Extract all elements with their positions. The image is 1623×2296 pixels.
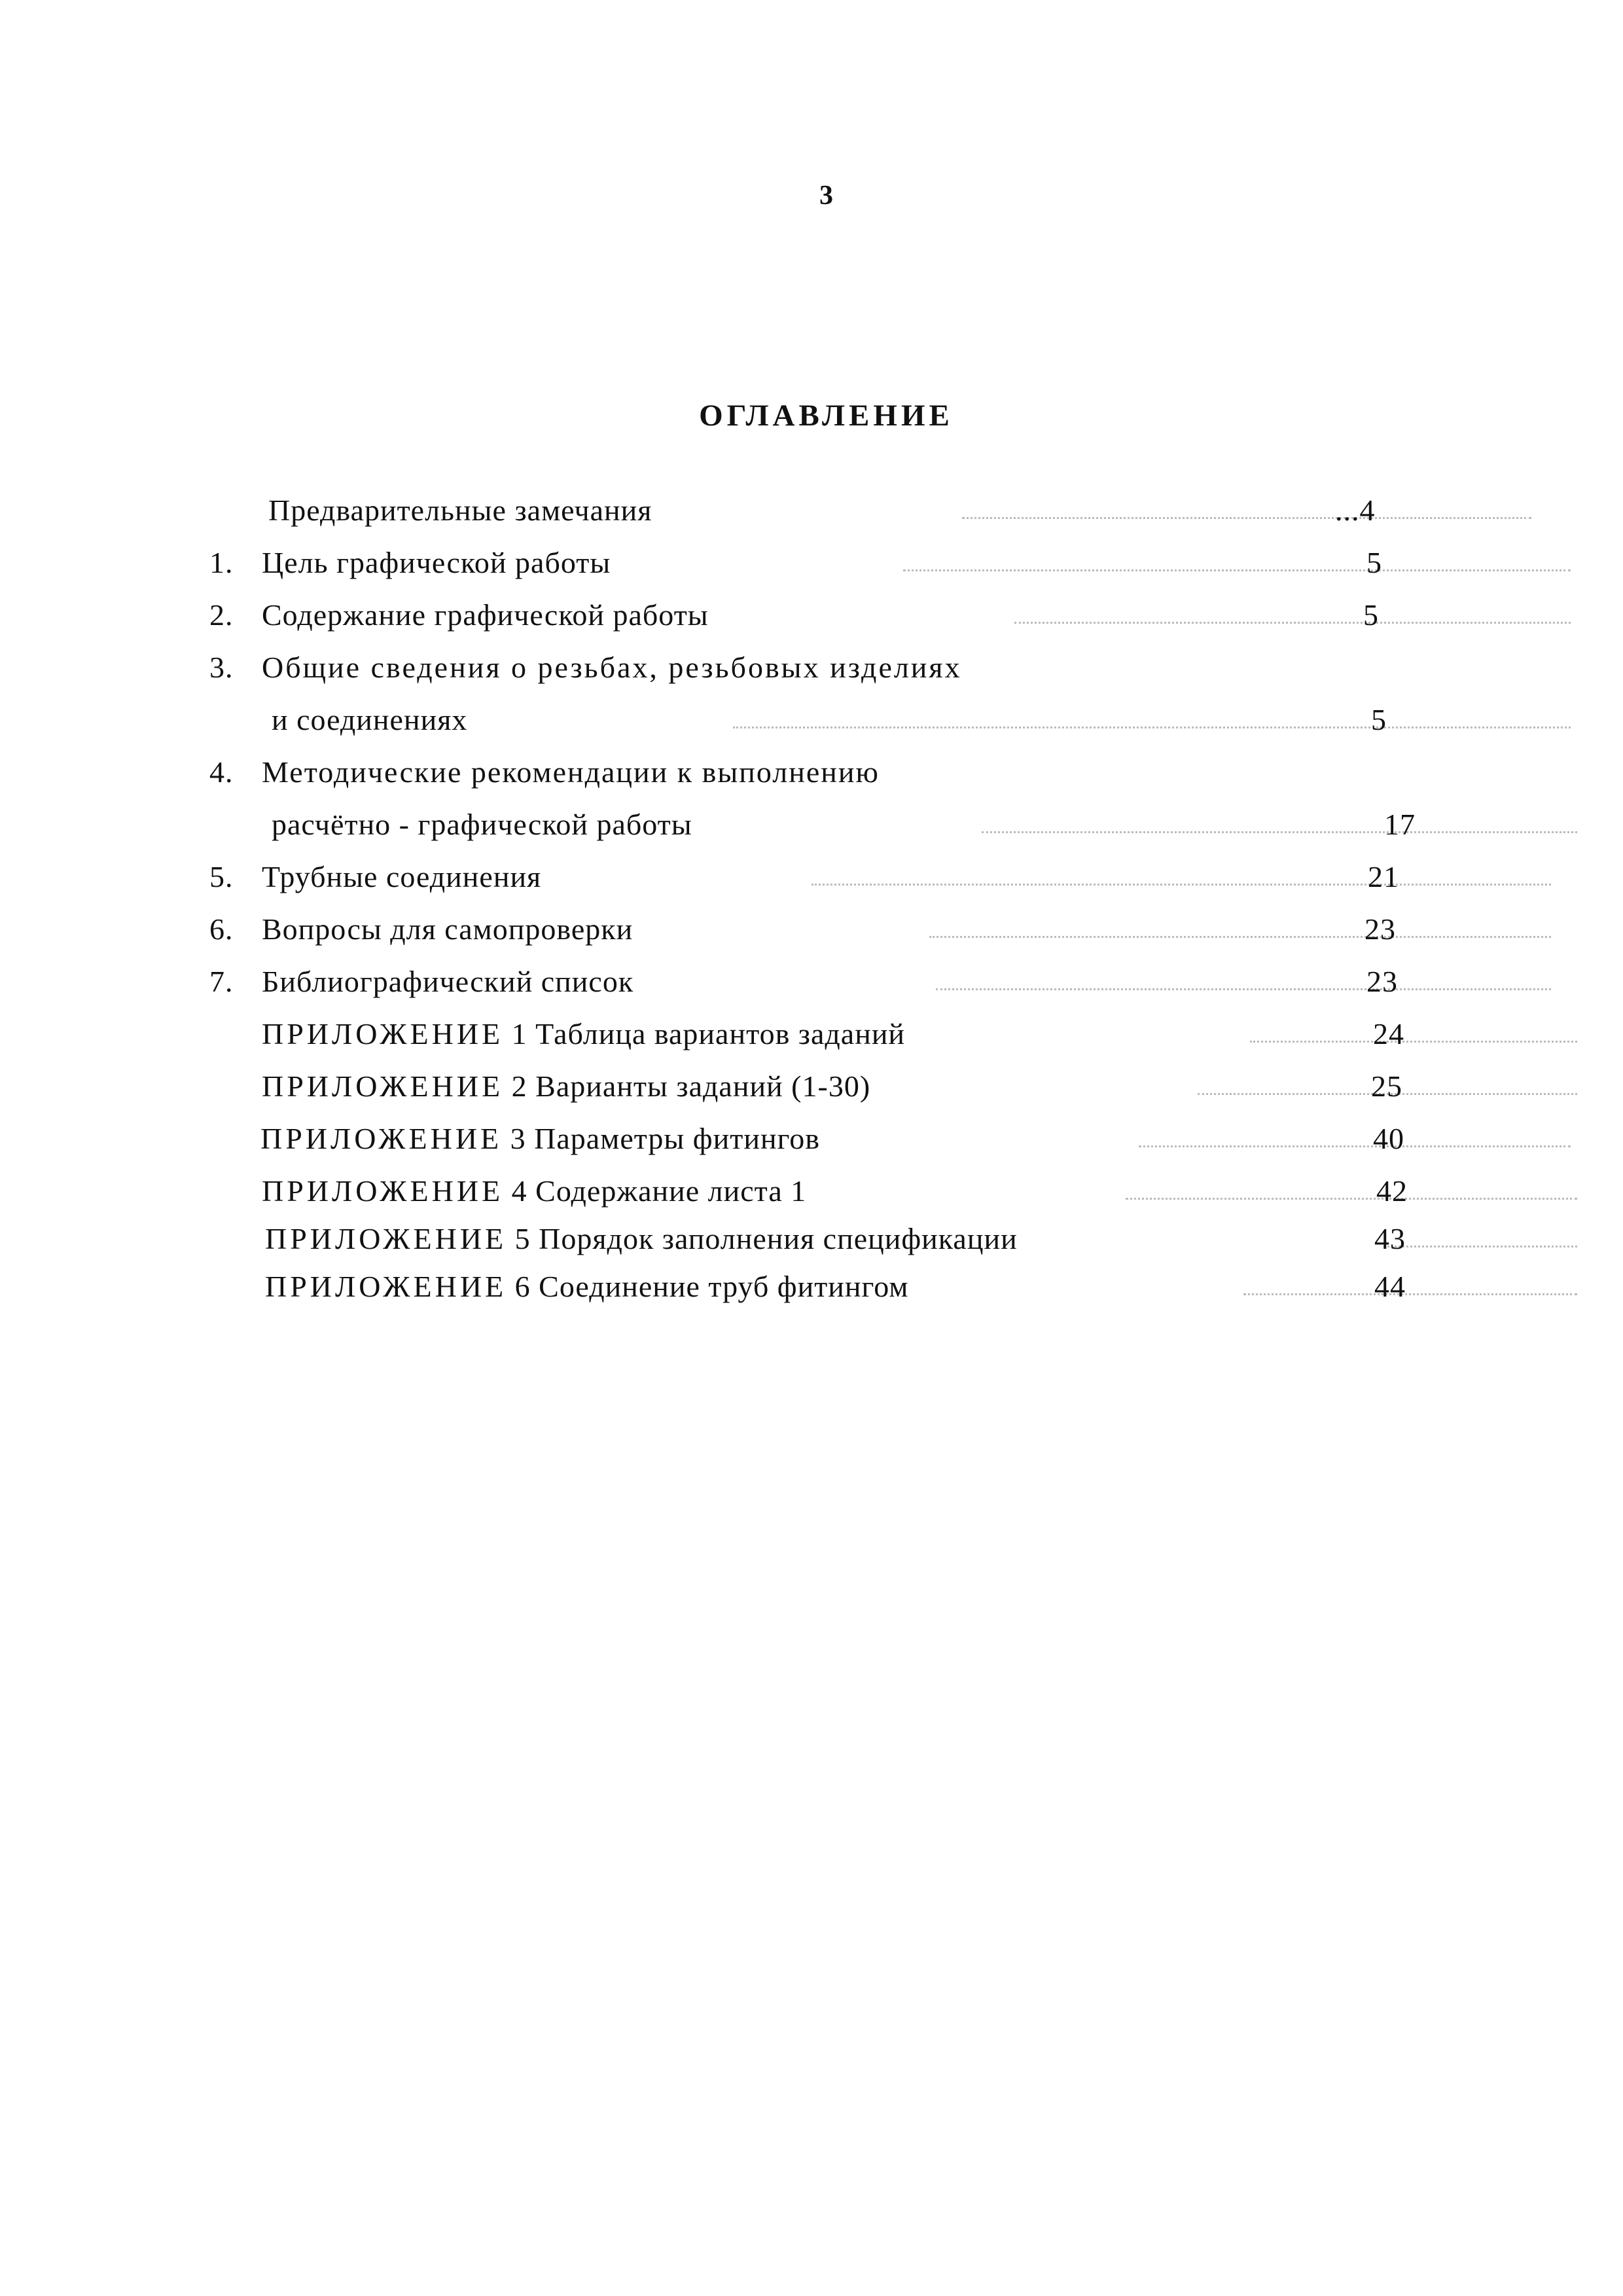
appendix-prefix: ПРИЛОЖЕНИЕ xyxy=(262,1017,504,1050)
appendix-prefix: ПРИЛОЖЕНИЕ xyxy=(262,1174,504,1208)
toc-entry xyxy=(209,1264,1406,1310)
toc-entry xyxy=(209,802,1414,848)
toc-entry xyxy=(209,1064,1402,1109)
toc-entry-number: 5. xyxy=(209,860,234,893)
toc-entry-page: 44 xyxy=(1374,1270,1406,1303)
toc-entry-number: 7. xyxy=(209,965,234,998)
toc-entry-label: и соединениях xyxy=(272,703,468,736)
toc-entry-page: 5 xyxy=(1366,546,1382,579)
toc-leader xyxy=(982,831,1577,833)
toc-leader xyxy=(1014,622,1571,624)
toc-entry-page: 25 xyxy=(1371,1069,1402,1103)
toc-entry-number: 6. xyxy=(209,912,234,946)
toc-entry xyxy=(209,592,1387,638)
appendix-prefix: ПРИЛОЖЕНИЕ xyxy=(265,1222,507,1255)
toc-entry xyxy=(209,488,1387,533)
toc-entry xyxy=(209,1011,1404,1057)
toc-entry-number: 1. xyxy=(209,546,234,579)
toc-leader xyxy=(1243,1293,1577,1295)
appendix-title: 5 Порядок заполнения спецификации xyxy=(507,1222,1018,1255)
toc-entry-page: 23 xyxy=(1366,965,1398,998)
toc-leader xyxy=(903,569,1571,571)
toc-entry xyxy=(209,645,1387,691)
toc-leader xyxy=(733,726,1571,728)
toc-entry-page: 42 xyxy=(1376,1174,1408,1208)
toc-entry-number: 3. xyxy=(209,651,234,684)
toc-leader xyxy=(1250,1041,1577,1043)
toc-entry-number: 2. xyxy=(209,598,234,632)
toc-entry-label: Содержание графической работы xyxy=(262,598,709,632)
toc-entry-label: Предварительные замечания xyxy=(268,493,652,527)
toc-leader xyxy=(1387,1246,1577,1247)
toc-entry xyxy=(209,697,1387,743)
toc-entry xyxy=(209,1216,1406,1262)
toc-entry-label xyxy=(262,1011,905,1057)
toc-leader xyxy=(962,517,1531,519)
toc-entry-page: 5 xyxy=(1371,703,1387,736)
toc-entry-page: 21 xyxy=(1368,860,1399,893)
toc-entry-label xyxy=(265,1216,1018,1262)
toc-entry-label: Вопросы для самопроверки xyxy=(262,912,633,946)
toc-entry-label: расчётно - графической работы xyxy=(272,808,692,841)
toc-entry xyxy=(209,1168,1408,1214)
toc-leader xyxy=(1139,1145,1571,1147)
toc-entry xyxy=(209,540,1387,586)
appendix-prefix: ПРИЛОЖЕНИЕ xyxy=(262,1069,504,1103)
toc-entry-label: Трубные соединения xyxy=(262,860,542,893)
appendix-title: 1 Таблица вариантов заданий xyxy=(503,1017,906,1050)
toc-entry-label: Библиографический список xyxy=(262,965,634,998)
toc-entry xyxy=(209,906,1396,952)
page-number: 3 xyxy=(819,181,833,211)
toc-leader xyxy=(1126,1198,1577,1200)
toc-leader xyxy=(812,884,1551,886)
appendix-title: 6 Соединение труб фитингом xyxy=(507,1270,909,1303)
toc-entry xyxy=(209,854,1399,900)
toc-title: ОГЛАВЛЕНИЕ xyxy=(699,399,954,433)
toc-entry-label xyxy=(262,1064,870,1109)
toc-entry-page: 24 xyxy=(1373,1017,1404,1050)
toc-entry-label: Методические рекомендации к выполнению xyxy=(262,755,880,789)
toc-leader xyxy=(936,988,1551,990)
toc-leader xyxy=(929,936,1551,938)
toc-entry-page: ...4 xyxy=(1335,493,1376,527)
toc-entry xyxy=(209,749,1387,795)
toc-entry-number: 4. xyxy=(209,755,234,789)
appendix-title: 2 Варианты заданий (1-30) xyxy=(503,1069,871,1103)
toc-entry xyxy=(209,1116,1404,1162)
appendix-prefix: ПРИЛОЖЕНИЕ xyxy=(265,1270,507,1303)
toc-entry-label: Общие сведения о резьбах, резьбовых изделиях xyxy=(262,651,962,684)
toc-entry-label: Цель графической работы xyxy=(262,546,611,579)
appendix-title: 3 Параметры фитингов xyxy=(502,1122,821,1155)
toc-entry xyxy=(209,959,1398,1005)
toc-entry-label xyxy=(260,1116,820,1162)
toc-entry-page: 43 xyxy=(1374,1222,1406,1255)
toc-entry-page: 40 xyxy=(1373,1122,1404,1155)
appendix-title: 4 Содержание листа 1 xyxy=(503,1174,807,1208)
toc-entry-page: 5 xyxy=(1363,598,1379,632)
appendix-prefix: ПРИЛОЖЕНИЕ xyxy=(260,1122,503,1155)
toc-entry-page: 17 xyxy=(1384,808,1416,841)
toc-entry-page: 23 xyxy=(1364,912,1396,946)
toc-entry-label xyxy=(262,1168,806,1214)
toc-entry-label xyxy=(265,1264,909,1310)
